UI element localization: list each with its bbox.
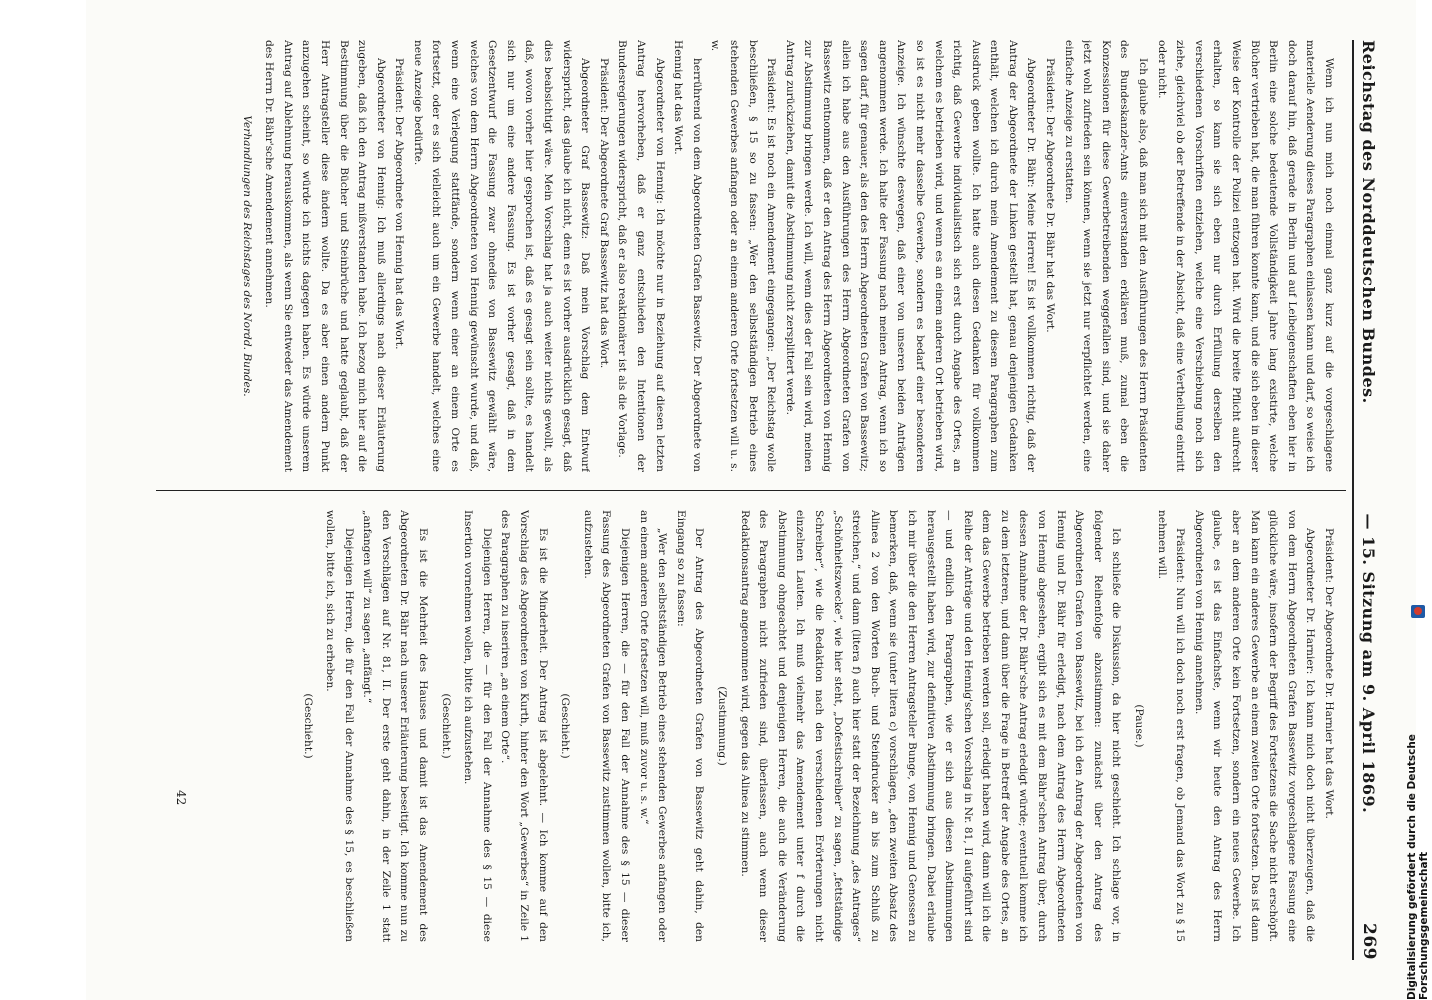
credit-text: Digitalisierung gefördert durch die Deutsche Forschungsgemeinschaft xyxy=(1406,734,1430,1000)
left-column-paragraph: Abgeordneter von Hennig: Ich möchte nur in Beziehung auf diesen letzten Antrag hervorheben, daß er ganz entschieden den Intentionen der Bundesregierungen widerspricht, daß er also reaktionärer ist als die Vorlage. xyxy=(616,40,666,472)
left-column xyxy=(158,40,1338,472)
left-column-paragraph: Präsident: Der Abgeordnete von Hennig hat das Wort. xyxy=(393,58,406,350)
right-column-paragraph: (Geschieht.) xyxy=(439,693,452,759)
header-title: Reichstag des Norddeutschen Bundes. xyxy=(1359,40,1379,404)
right-column-paragraph: (Geschieht.) xyxy=(301,693,314,759)
digitization-credit xyxy=(1407,605,1429,1000)
left-column-paragraph: Präsident: Es ist noch ein Amendement eingegangen: „Der Reichstag wolle beschließen, § 15 so zu fassen: „Wer den selbstständigen Betrieb eines stehenden Gewerbes anfangen oder an einem anderen Orte fortsetzen will u. s. w. xyxy=(709,40,778,472)
dfg-logo-icon xyxy=(1411,605,1425,618)
folio-number: 42 xyxy=(174,790,188,806)
left-column-paragraph: Präsident: Der Abgeordnete Graf Bassewitz hat das Wort. xyxy=(597,58,610,369)
right-column-paragraph: Es ist die Minderheit. Der Antrag ist abgelehnt. — Ich komme auf den Vorschlag des Abgeordneten von Kurth, hinter den Wort „Gewerbes“ in Zeile 1 des Paragraphen zu inseriren „an einem Orte“. xyxy=(499,510,549,942)
right-column-paragraph: (Geschieht.) xyxy=(559,693,572,759)
right-column-paragraph: Präsident: Nun will ich doch noch erst fragen, ob Jemand das Wort zu § 15 nehmen will. xyxy=(1155,510,1187,942)
scanned-page xyxy=(86,0,1416,1000)
right-column-paragraph: Präsident: Der Abgeordnete Dr. Harnier hat das Wort. xyxy=(1323,528,1335,819)
right-column xyxy=(158,510,1338,942)
header-page-number: 269 xyxy=(1359,923,1379,960)
page-header xyxy=(1352,40,1384,960)
left-column-paragraph: herrührend von dem Abgeordneten Grafen Bassewitz. Der Abgeordnete von Hennig hat das Wort. xyxy=(672,40,703,472)
left-column-paragraph: Abgeordneter von Hennig: Ich muß allerdings nach dieser Erläuterung zugeben, daß ich den Antrag mißverstanden habe. Ich bezog mich hier auf die Bestimmung über die Bücher und Steinbrüche und hatte geglaubt, daß der Herr Antragsteller diese ändern wollte. Da es aber einen andern Punkt anzugehen scheint, so würde ich nichts dagegen haben. Es würde unserem Antrag auf Ablehnung herauskommen, als wenn Sie entweder das Amendement des Herrn Dr. Bähr'sche Amendement annehmen. xyxy=(263,40,387,472)
left-column-paragraph: Ich glaube also, daß man sich mit den Ausführungen des Herrn Präsidenten des Bundeskanzler-Amts einverstanden erklären muß, zumal eben die Konzessionen für diese Gewerbetreibenden weggefallen sind, und sie daher jetzt wohl zufrieden sein können, wenn sie jetzt nur verpflichtet werden, eine einfache Anzeige zu erstatten. xyxy=(1062,40,1150,472)
right-column-paragraph: „Wer den selbstständigen Betrieb eines stehenden Gewerbes anfangen oder an einem anderen Orte fortsetzen will, muß zuvor u. s. w.“ xyxy=(637,510,669,942)
left-column-paragraph: Abgeordneter Graf Bassewitz: Daß mein Vorschlag dem Entwurf widerspricht, das glaube ich nicht, denn es ist vorher ausdrücklich gesagt, daß dies beabsichtigt wäre. Mein Vorschlag hat ja auch weiter nichts gewollt, als daß, wovon vorher hier gesprochen ist, daß es gesagt sein sollte, es handelt sich nur um eine andere Fassung. Es ist vorher gesagt, daß in dem Gesetzentwurf die Fassung zwar ohnedies von Bassewitz gewählt wäre, welches von dem Herrn Abgeordneten von Hennig gewünscht wurde, und daß, wenn eine Verlegung stattfände, sondern wenn einer an einem Orte es fortsetzt, oder es sich vielleicht auch um ein Gewerbe handelt, welches eine neue Anzeige bedürfte. xyxy=(411,40,592,472)
right-column-paragraph: Der Antrag des Abgeordneten Grafen von Bassewitz geht dahin, den Eingang so zu fassen: xyxy=(674,510,706,942)
right-column-paragraph: Diejenigen Herren, die — für den Fall der Annahme des § 15 — diese Insertion vornehmen wollen, bitte ich aufzustehen. xyxy=(462,510,493,942)
right-column-paragraph: Es ist die Mehrheit des Hauses und damit ist das Amendement des Abgeordneten Dr. Bähr nach unserer Erläuterung beseitigt. Ich komme nun zu den Verschlägen auf Nr. 81, II. Der erste geht dahin, in der Zeile 1 statt „anfangen will“ zu sagen „anfängt.“ xyxy=(361,510,430,942)
right-column-paragraph: Abgeordneter Dr. Harnier: Ich kann mich doch nicht überzeugen, daß die von dem Herrn Abgeordneten Grafen Bassewitz vorgeschlagene Fassung eine glückliche wäre, insofern der Begriff des Fortsetzens die Sache nicht erschöpft. Man kann ein anderes Gewerbe an einem zweiten Orte fortsetzen. Das ist dann aber an dem anderen Orte kein Fortsetzen, sondern ein neues Gewerbe. Ich glaube, es ist das Einfachste, wenn wir heute den Antrag des Herrn Abgeordneten von Hennig annehmen. xyxy=(1192,510,1317,942)
right-column-paragraph: (Zustimmung.) xyxy=(716,686,728,766)
right-column-paragraph: (Pause.) xyxy=(1133,704,1146,748)
header-session: — 15. Sitzung am 9. April 1869. xyxy=(1359,513,1379,814)
right-column-paragraph: Diejenigen Herren, die für den Fall der Annahme des § 15, es beschließen wollen, bitte ich, sich zu erheben. xyxy=(324,510,355,942)
right-column-paragraph: Ich schließe die Diskussion, da hier nicht geschieht. Ich schlage vor, in folgender Reihenfolge abzustimmen: zunächst über den Antrag des Abgeordneten Grafen von Bassewitz, bei ich den Antrag der Abgeordneten von Hennig und Dr. Bähr für erledigt, nach dem Antrag des Herrn Abgeordneten von Hennig abgesehen, ergibt sich es mit dem Bähr'schen Antrag über, durch dessen Annahme der Dr. Bähr'sche Antrag erledigt würde; eventuell komme ich zu dem letzteren, und dann über die Frage in Betreff der Angabe des Ortes, an dem das Gewerbe betrieben werden soll, erledigt haben wird, dann will ich die Reihe der Anträge und den Hennig'schen Vorschlag in Nr. 81, II aufgeführt sind — und endlich den Paragraphen, wie er sich aus diesen Abstimmungen herausgestellt haben wird, zur definitiven Abstimmung bringen. Dabei erlaube ich mir über die den Herren Antragsteller Bunge, von Hennig und Genossen zu bemerken, daß, wenn sie (unter litera c) vorschlagen, „den zweiten Absatz des Alinea 2 von den Worten Buch- und Steindrucker an bis zum Schluß zu streichen,“ und dann (litera f) auch hier statt der Bezeichnung „des Antrages“ „Schönheitszwecke“, wie hier steht, „Dofestischreiber“ zu sagen, „fettständige Schreiber“, wie die Redaktion nach den verschiedenen Erörterungen nicht einzelnen Lauten. Ich muß vielmehr das Amendement unter f durch die Abstimmung ohngeachtet und denjenigen Herren, die auch die Veränderung des Paragraphen nicht zufrieden sind, überlassen, auch wenn dieser Redaktionsantrag angenommen wird, gegen das Alinea zu stimmen. xyxy=(738,510,1123,942)
left-column-paragraph: Abgeordneter Dr. Bähr: Meine Herren! Es ist vollkommen richtig, daß der Antrag der Abgeordnete der Linken gestellt hat, genau denjenigen Gedanken enthält, welchen ich durch mein Amendement zu diesem Paragraphen zum Ausdruck geben wollte. Ich hatte auch diesen Gedanken für vollkommen richtig, daß Gewerbe individualistisch sich erst durch Angabe des Ortes, an welchem es betrieben wird, und wenn es an einem anderen Ort betrieben wird, so ist es nicht mehr dasselbe Gewerbe, sondern es bedarf einer besonderen Anzeige. Ich wünschte deswegen, daß einer von unseren beiden Anträgen angenommen werde. Ich halte der Fassung nach meinen Antrag, wenn ich so sagen darf, für genauer, als den des Herrn Abgeordneten Grafen von Bassewitz; allein ich habe aus den Ausführungen des Herrn Abgeordneten Grafen von Bassewitz entnommen, daß er den Antrag des Herrn Abgeordneten von Hennig zur Abstimmung bringen werde. Ich will, wenn dies der Fall sein wird, meinen Antrag zurückziehen, damit die Abstimmung nicht zersplittert werde. xyxy=(783,40,1038,472)
left-column-paragraph: Wenn ich nun mich noch einmal ganz kurz auf die vorgeschlagene materielle Aenderung dieses Paragraphen einlassen kann und darf, so weise ich doch darauf hin, daß gerade in Berlin und auf Leibeigenschaften eben hier in Berlin eine solche bedeutende Vollständigkeit Jahre lang existirte, welche Bücher vertrieben hat, die man führen konnte kann, und die sich eben in dieser Weise der Kontrolle der Polizei entzogen hat. Wird die breite Pflicht aufrecht erhalten, so kann sie sich eben nur durch Erfüllung derselben den verschiedenen Vorschriften entziehen, welche eine Verschiebung noch sich ziehe, gleichviel ob der Betreffende in der Absicht, daß eine Vertheilung eintritt oder nicht. xyxy=(1155,40,1335,472)
left-column-paragraph: Präsident: Der Abgeordnete Dr. Bähr hat das Wort. xyxy=(1044,58,1057,333)
right-column-paragraph: Diejenigen Herren, die — für den Fall der Annahme des § 15 — dieser Fassung des Abgeordneten Grafen von Bassewitz zustimmen wollen, bitte ich, aufzustehen. xyxy=(581,510,632,942)
left-column-paragraph: Verhandlungen des Reichstages des Nordd. Bundes. xyxy=(240,115,253,397)
column-divider xyxy=(156,490,1346,491)
